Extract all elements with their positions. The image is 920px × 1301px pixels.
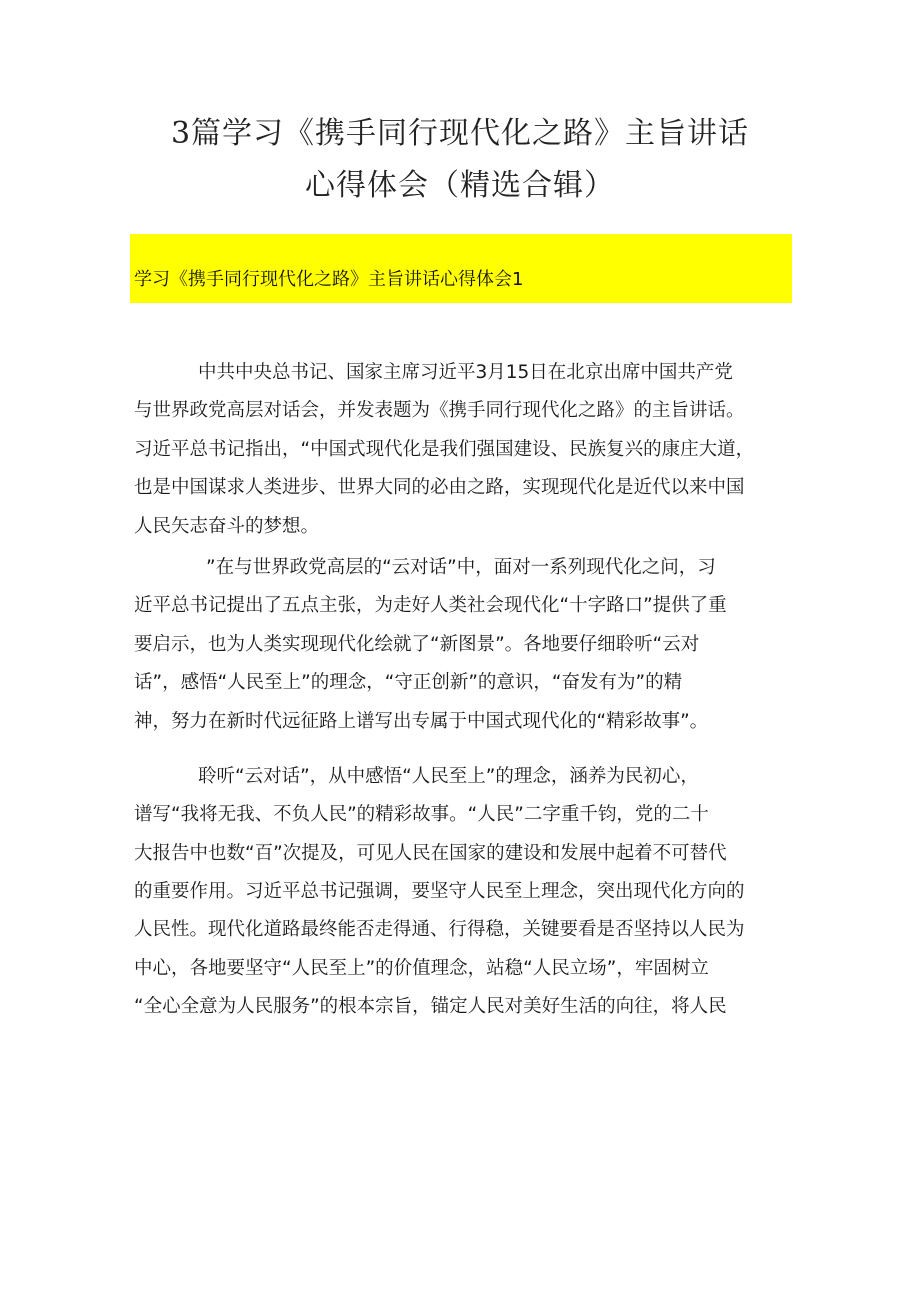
title-line-2: 心得体会（精选合辑） [305,168,615,203]
article-body [134,354,792,1027]
paragraph-1-line-5: 人民矢志奋斗的梦想。 [134,515,320,537]
paragraph-3-line-3: 大报告中也数“百”次提及，可见人民在国家的建设和发展中起着不可替代 [134,842,727,864]
paragraph-2-line-4: 话”，感悟“人民至上”的理念，“守正创新”的意识，“奋发有为”的精 [134,672,683,694]
title-line-1: 3篇学习《携手同行现代化之路》主旨讲话 [170,116,750,151]
paragraph-3-line-7: “全心全意为人民服务”的根本宗旨，锚定人民对美好生活的向往，将人民 [134,996,727,1018]
paragraph-3-line-1: 聆听“云对话”，从中感悟“人民至上”的理念，涵养为民初心， [198,765,699,787]
paragraph-1-line-4: 也是中国谋求人类进步、世界大同的必由之路，实现现代化是近代以来中国 [134,477,745,499]
paragraph-1-line-1: 中共中央总书记、国家主席习近平3月15日在北京出席中国共产党 [198,362,733,383]
paragraph-3-line-2: 谱写“我将无我、不负人民”的精彩故事。“人民”二字重千钧，党的二十 [134,804,709,826]
paragraph-2-line-1: ”在与世界政党高层的“云对话”中，面对一系列现代化之问，习 [206,556,716,578]
section-heading: 学习《携手同行现代化之路》主旨讲话心得体会1 [134,269,524,290]
paragraph-1-line-3: 习近平总书记指出，“中国式现代化是我们强国建设、民族复兴的康庄大道， [134,438,755,460]
paragraph-3-line-5: 人民性。现代化道路最终能否走得通、行得稳，关键要看是否坚持以人民为 [134,919,745,941]
paragraph-2-line-3: 要启示，也为人类实现现代化绘就了“新图景”。各地要仔细聆听“云对 [134,633,700,655]
document-title [0,108,920,212]
paragraph-2-line-5: 神，努力在新时代远征路上谱写出专属于中国式现代化的“精彩故事”。 [134,710,709,732]
paragraph-2-line-2: 近平总书记提出了五点主张，为走好人类社会现代化“十字路口”提供了重 [134,595,727,617]
paragraph-3-line-4: 的重要作用。习近平总书记强调，要坚守人民至上理念，突出现代化方向的 [134,881,745,903]
paragraph-3-line-6: 中心，各地要坚守“人民至上”的价值理念，站稳“人民立场”，牢固树立 [134,957,709,979]
paragraph-1-line-2: 与世界政党高层对话会，并发表题为《携手同行现代化之路》的主旨讲话。 [134,400,745,422]
